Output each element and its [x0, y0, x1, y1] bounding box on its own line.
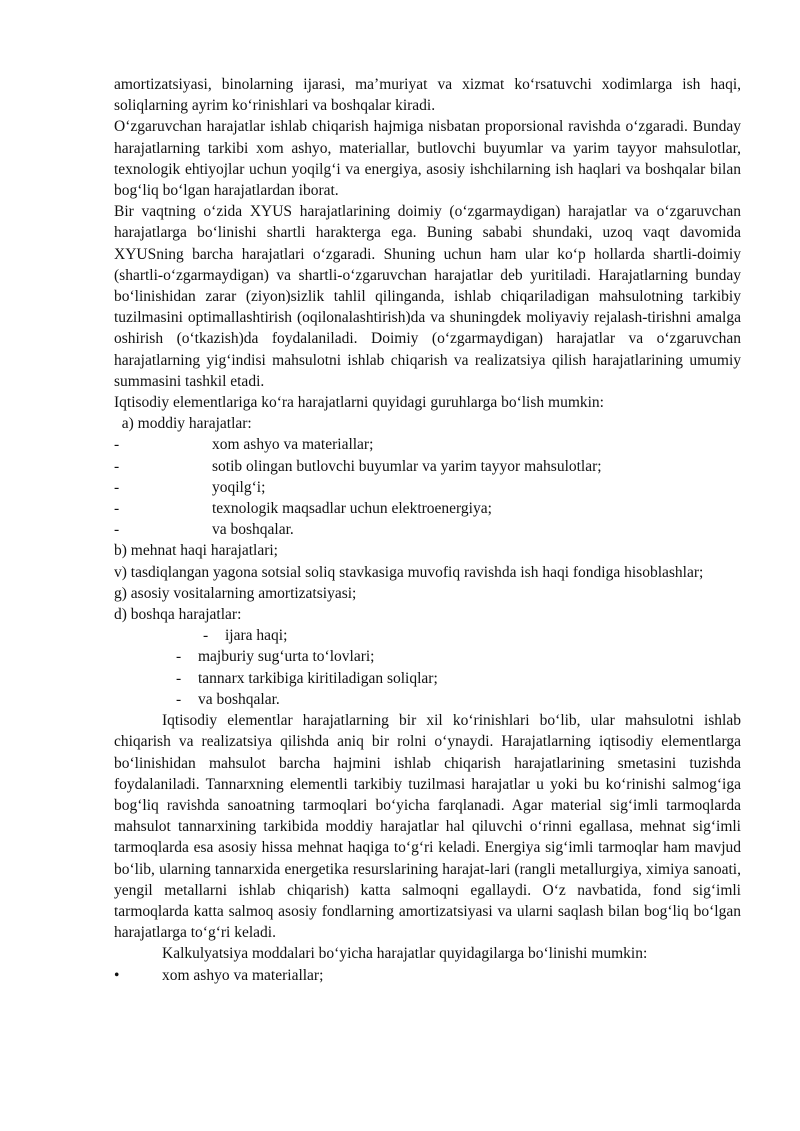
dash-marker: - [176, 648, 182, 666]
dash-marker: - [114, 521, 120, 539]
list-item-text: ijara haqi; [225, 627, 288, 645]
dash-marker: - [176, 690, 182, 708]
list-heading-g: g) asosiy vositalarning amortizatsiyasi; [114, 584, 357, 602]
list-item [114, 668, 741, 689]
paragraph: Kalkulyatsiya moddalari bo‘yicha harajatlar quyidagilarga bo‘linishi mumkin: [162, 945, 648, 963]
list-item [114, 477, 741, 498]
dash-marker: - [176, 669, 182, 687]
dash-marker: - [114, 478, 120, 496]
list-item [114, 498, 741, 519]
dash-marker: - [114, 457, 120, 475]
list-item-text: tannarx tarkibiga kiritiladigan soliqlar; [198, 669, 438, 687]
list-heading-b: b) mehnat haqi harajatlari; [114, 542, 278, 560]
list-item-text: xom ashyo va materiallar; [212, 436, 374, 454]
list-item-text: va boshqalar. [212, 521, 294, 539]
list-item [114, 625, 741, 646]
list-item [114, 519, 741, 540]
list-item-text: majburiy sug‘urta to‘lovlari; [198, 648, 375, 666]
paragraph: Iqtisodiy elementlariga ko‘ra harajatlarni quyidagi guruhlarga bo‘lish mumkin: [114, 394, 604, 412]
list-heading-a: a) moddiy harajatlar: [114, 415, 252, 433]
list-item-text: sotib olingan butlovchi buyumlar va yarim tayyor mahsulotlar; [212, 457, 602, 475]
paragraph: amortizatsiyasi, binolarning ijarasi, ma’muriyat va xizmat ko‘rsatuvchi xodimlarga ish haqi, soliqlarning ayrim ko‘rinishlari va boshqalar kiradi. [114, 76, 741, 115]
list-item-text: yoqilg‘i; [212, 478, 266, 496]
list-heading-d: d) boshqa harajatlar: [114, 606, 242, 624]
list-item [114, 434, 741, 455]
bullet-marker: • [114, 966, 120, 984]
paragraph: Bir vaqtning o‘zida XYUS harajatlarining doimiy (o‘zgarmaydigan) harajatlar va o‘zgaruvchan harajatlarga bo‘linishi shartli harakterga ega. Buning sababi shundaki, uzoq vaqt davomida XYUSning barcha harajatlari o‘zgaradi. Shuning uchun ham ular ko‘p hollarda shartli-doimiy (shartli-o‘zgarmaydigan) va shartli-o‘zgaruvchan harajatlar deb yuritiladi. Harajatlarning bunday bo‘linishidan zarar (ziyon)sizlik tahlil qilinganda, ishlab chiqariladigan mahsulotning tarkibiy tuzilmasini optimallashtirish (oqilonalashtirish)da va shuningdek moliyaviy rejalash-tirishni amalga oshirish (o‘tkazish)da foydalaniladi. Doimiy (o‘zgarmaydigan) harajatlar va o‘zgaruvchan harajatlarning yig‘indisi mahsulotni ishlab chiqarish va realizatsiya qilish harajatlarining umumiy summasini tashkil etadi. [114, 203, 741, 390]
document-page [114, 74, 741, 986]
list-item-text: va boshqalar. [198, 690, 280, 708]
dash-marker: - [114, 500, 120, 518]
dash-marker: - [203, 627, 209, 645]
list-heading-v: v) tasdiqlangan yagona sotsial soliq stavkasiga muvofiq ravishda ish haqi fondiga hisoblashlar; [114, 563, 704, 581]
paragraph: Iqtisodiy elementlar harajatlarning bir xil ko‘rinishlari bo‘lib, ular mahsulotni ishlab chiqarish va realizatsiya qilishda aniq bir rolni o‘ynaydi. Harajatlarning iqtisodiy elementlarga bo‘linishidan mahsulot barcha hajmini ishlab chiqarish harajatlarining smetasini tuzishda foydalaniladi. Tannarxning elementli tarkibiy tuzilmasi harajatlar u yoki bu ko‘rinishi salmog‘iga bog‘liq ravishda sanoatning tarmoqlari bo‘yicha farqlanadi. Agar material sig‘imli tarmoqlarda mahsulot tannarxining tarkibida moddiy harajatlar hal qiluvchi o‘rinni egallasa, mehnat sig‘imli tarmoqlarda esa asosiy hissa mehnat haqiga to‘g‘ri keladi. Energiya sig‘imli tarmoqlar ham mavjud bo‘lib, ularning tannarxida energetika resurslarining harajat-lari (rangli metallurgiya, ximiya sanoati, yengil metallarni ishlab chiqarish) katta salmoqni egallaydi. O‘z navbatida, fond sig‘imli tarmoqlarda katta salmoq asosiy fondlarning amortizatsiyasi va ularni saqlash bilan bog‘liq bo‘lgan harajatlarga to‘g‘ri keladi. [114, 712, 741, 942]
list-item [114, 646, 741, 667]
bullet-list-item [114, 965, 741, 986]
list-item-text: texnologik maqsadlar uchun elektroenergiya; [212, 500, 492, 518]
dash-marker: - [114, 436, 120, 454]
list-item-text: xom ashyo va materiallar; [162, 966, 324, 984]
list-item [114, 689, 741, 710]
paragraph: O‘zgaruvchan harajatlar ishlab chiqarish hajmiga nisbatan proporsional ravishda o‘zgaradi. Bunday harajatlarning tarkibi xom ashyo, materiallar, butlovchi buyumlar va yarim tayyor mahsulotlar, texnologik ehtiyojlar uchun yoqilg‘i va energiya, asosiy ishchilarning ish haqlari va boshqalar bilan bog‘liq bo‘lgan harajatlardan iborat. [114, 118, 741, 200]
list-item [114, 456, 741, 477]
